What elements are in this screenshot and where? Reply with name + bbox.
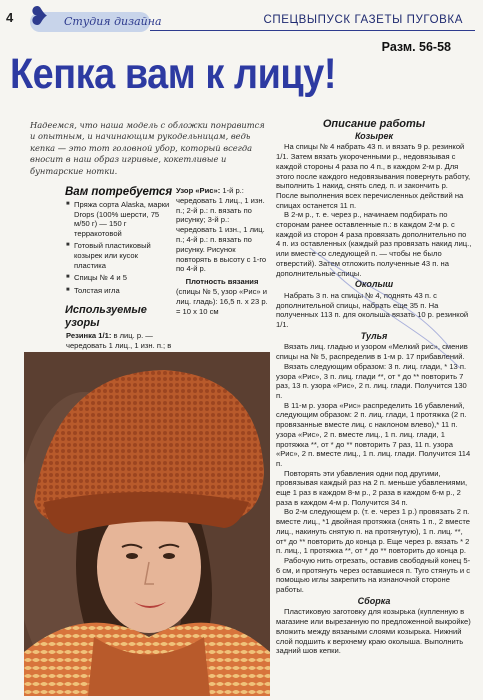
crown-paragraph-5: Во 2-м следующем р. (т. е. через 1 р.) провязать 2 п. вместе лиц., *1 двойная протяжка (снять 1 п., 2 вместе лиц., накинуть снятую п. на протянутую), 1 п. лиц. **, от* до ** повторить до конца р. Еще через р. вязать * 2 п. лиц., 1 протяжка **, от * до ** повторить до конца р.	[276, 507, 471, 556]
patterns-heading: Используемые узоры	[65, 304, 147, 329]
crown-paragraph-4: Повторять эти убавления одни под другими, провязывая каждый раз на 2 п. меньше убавлениями, еще 1 раз в каждом 8-м р., 2 раза в каждом 6-м р., 2 раза в каждом 4-м р. Получится 34 п.	[276, 468, 468, 507]
list-item: ■ Спицы № 4 и 5	[66, 273, 172, 283]
size-label: Разм. 56-58	[381, 40, 451, 54]
studio-label: Студия дизайна	[64, 15, 162, 28]
rice-pattern-label: Узор «Рис»:	[176, 186, 221, 195]
intro-text: Надеемся, что наша модель с обложки понравится и опытным, и начинающим рукодельницам, ведь кепка — это тот головной убор, который всегда вносит в наш образ игривые, кокетливые и бунтарские нотки.	[30, 120, 265, 176]
crown-paragraph-6: Рабочую нить отрезать, оставив свободный конец 5-6 см, и протянуть через оставшиеся п. Туго стянуть и с помощью иглы закрепить на изнаночной стороне работы.	[276, 555, 471, 595]
list-item: ■ Толстая игла	[66, 286, 172, 296]
density-text: (спицы № 5, узор «Рис» и лиц. гладь): 16,5 п. х 23 р. = 10 х 10 см	[176, 286, 268, 316]
model-photo-illustration	[24, 352, 270, 696]
rib-pattern-label: Резинка 1/1:	[66, 331, 112, 340]
work-heading: Описание работы	[322, 118, 426, 130]
crown-paragraph-3: В 11-м р. узора «Рис» распределить 16 убавлений, следующим образом: 2 п. лиц. глади, 1 протяжка (2 п. провязанные вместе лиц. с наклоном влево),* 11 п. узора «Рис», 2 п. вместе лиц., 1 п. лиц. глади, 1 протяжка **, от * до ** повторить 7 раз, 11 п. узора «Рис», 2 п. вместе лиц., 1 п. лиц. глади. Получится 114 п.	[276, 400, 471, 468]
band-paragraph: Набрать 3 п. на спицы № 4, поднять 43 п. с дополнительной спицы, набрать еще 35 п. На полученных 113 п. для околыша вязать 10 р. резинкой 1/1.	[276, 290, 469, 330]
page-number: 4	[6, 10, 14, 25]
visor-paragraph-1: На спицы № 4 набрать 43 п. и вязать 9 р. резинкой 1/1. Затем вязать укороченными р., недовязывая с каждой стороны 4 раза по 4 п., в каждом 2-м р. Для этого после каждого недовязывания повернуть работу, выполнить 1 накид, снять след. п. и закончить р. После выполнения всех перечисленных действий на спицах останется 11 п.	[276, 142, 471, 210]
visor-heading: Козырек	[354, 130, 394, 141]
swirl-ornament-icon: ❥	[28, 2, 50, 32]
model-photo	[24, 352, 270, 696]
density-heading: Плотность вязания	[185, 277, 259, 287]
list-item: ■ Пряжа сорта Alaska, марки Drops (100% шерсти, 75 м/50 г) — 150 г терракотовой	[66, 200, 172, 238]
crown-paragraph-2: Вязать следующим образом: 3 п. лиц. глади, * 13 п. узора «Рис», 3 п. лиц. глади **, от * до ** повторить 7 раз, 13 п. узора «Рис», 2 п. лиц. глади. Получится 130 п.	[276, 361, 467, 400]
assembly-heading: Сборка	[357, 595, 391, 606]
materials-list	[66, 200, 172, 298]
pattern-column	[176, 186, 268, 316]
headline: Кепка вам к лицу!	[10, 50, 336, 98]
work-description	[276, 120, 472, 656]
rice-pattern-body: 1-й р.: чередовать 1 лиц., 1 изн. п.; 2-й р.: п. вязать по рисунку; 3-й р.: чередовать 1 изн., 1 лиц. п.; 4-й р.: п. вязать по рисунку. Рисунок повторять в высоту с 1-го по 4-й р.	[176, 186, 267, 274]
materials-heading: Вам потребуется	[65, 186, 173, 198]
crown-heading: Тулья	[360, 330, 388, 341]
studio-badge	[28, 2, 162, 32]
crown-paragraph-1: Вязать лиц. гладью и узором «Мелкий рис», сменив спицы на № 5, распределив в 1-м р. 17 прибавлений.	[276, 342, 468, 362]
list-item: ■ Готовый пластиковый козырек или кусок пластика	[66, 241, 172, 270]
page-header	[0, 0, 483, 36]
rib-pattern-body: в лиц. р. — чередовать 1 лиц., 1 изн. п.; в	[66, 331, 172, 350]
visor-paragraph-2: В 2-м р., т. е. через р., начинаем подбирать по сторонам ранее оставленные п.: в каждом 2-м р. с каждой из сторон 4 раза провязать дополнительно по 4 п. из оставленных (каждый раз провязать накид лиц., или вместе со следующей п. — чтобы не было отверстий). Затем отложить полученные 43 п. на дополнительные спицы.	[276, 210, 472, 278]
assembly-paragraph: Пластиковую заготовку для козырька (купленную в магазине или вырезанную по предложенной выкройке) вложить между вязаными слоями козырька. Нижний слой подшить к верхнему краю околыша. Выполнить задний шов кепки.	[276, 607, 471, 656]
header-rule	[150, 30, 475, 31]
rice-pattern-text	[176, 186, 268, 274]
special-issue-label: СПЕЦВЫПУСК ГАЗЕТЫ ПУГОВКА	[263, 14, 463, 26]
band-heading: Околыш	[354, 279, 394, 290]
